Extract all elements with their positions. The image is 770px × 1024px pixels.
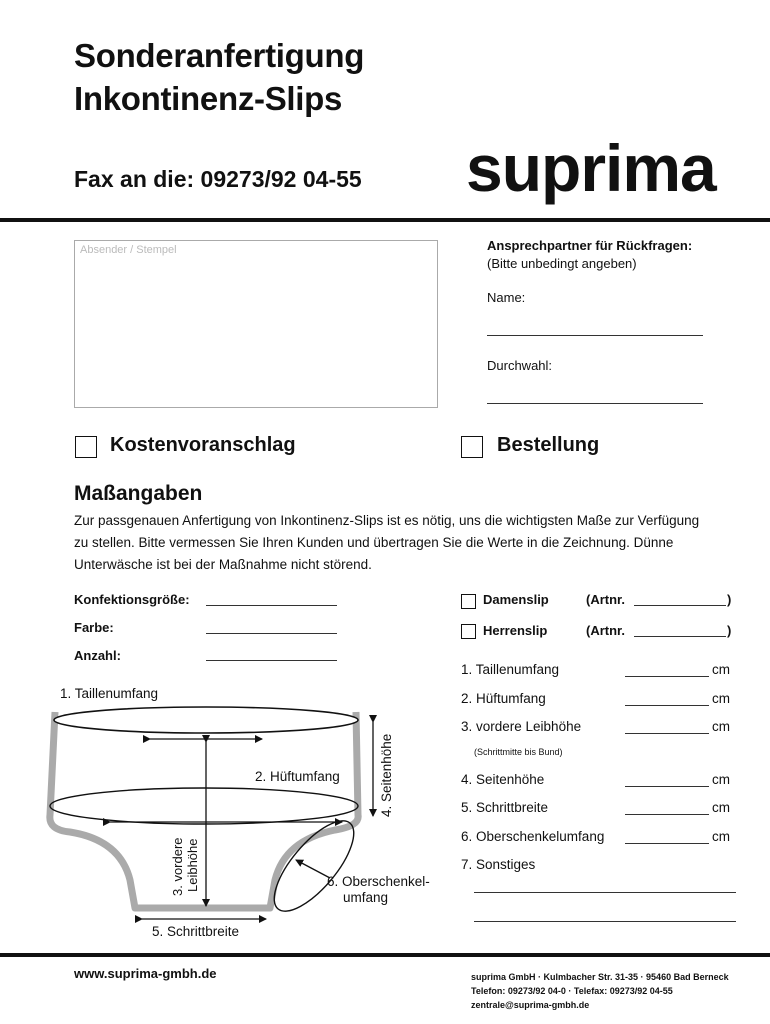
other-field-2[interactable] (474, 921, 736, 922)
crotch-field[interactable] (625, 814, 709, 815)
ladies-label: Damenslip (483, 592, 549, 607)
hip-unit: cm (712, 691, 730, 706)
title-line-2: Inkontinenz-Slips (74, 80, 343, 117)
thigh-field[interactable] (625, 843, 709, 844)
quote-checkbox[interactable] (75, 436, 97, 458)
ladies-artnr-field[interactable] (634, 605, 726, 606)
page-title (74, 34, 364, 120)
mens-artnr-field[interactable] (634, 636, 726, 637)
footer-phone-line: Telefon: 09273/92 04-0 · Telefax: 09273/92 04-55 (471, 986, 673, 996)
waist-unit: cm (712, 662, 730, 677)
other-label: 7. Sonstiges (461, 857, 536, 872)
footer-email-line[interactable]: zentrale@suprima-gmbh.de (471, 1000, 590, 1010)
order-checkbox[interactable] (461, 436, 483, 458)
title-line-1: Sonderanfertigung (74, 37, 365, 74)
front-height-unit: cm (712, 719, 730, 734)
briefs-outline (50, 712, 358, 908)
quantity-field[interactable] (206, 660, 337, 661)
contact-subheading: (Bitte unbedingt angeben) (487, 256, 637, 271)
front-height-diagram-label-1: 3. vordere (170, 837, 185, 896)
fax-number: Fax an die: 09273/92 04-55 (74, 166, 362, 192)
front-height-diagram-label-2: Leibhöhe (185, 838, 200, 892)
hip-field[interactable] (625, 705, 709, 706)
crotch-diagram-label: 5. Schrittbreite (152, 924, 240, 939)
hip-ellipse (50, 788, 358, 824)
front-height-note: (Schrittmitte bis Bund) (474, 747, 563, 757)
extension-label: Durchwahl: (487, 358, 553, 373)
mens-artnr-close: ) (727, 623, 732, 638)
hip-diagram-label: 2. Hüftumfang (255, 769, 340, 784)
quote-label: Kostenvoranschlag (110, 434, 296, 456)
color-field[interactable] (206, 633, 337, 634)
sender-stamp-field[interactable] (74, 240, 438, 408)
suprima-logo: suprima (466, 131, 716, 205)
quantity-label: Anzahl: (74, 648, 121, 663)
contact-heading: Ansprechpartner für Rückfragen: (487, 238, 693, 253)
side-height-field[interactable] (625, 786, 709, 787)
color-label: Farbe: (74, 620, 114, 635)
footer-website[interactable]: www.suprima-gmbh.de (74, 966, 217, 981)
order-label: Bestellung (497, 434, 600, 456)
thigh-item-label: 6. Oberschenkelumfang (461, 829, 605, 844)
crotch-unit: cm (712, 800, 730, 815)
waist-diagram-label: 1. Taillenumfang (60, 686, 159, 701)
ladies-artnr-close: ) (727, 592, 732, 607)
front-height-item-label: 3. vordere Leibhöhe (461, 719, 582, 734)
briefs-diagram (0, 680, 450, 940)
thigh-diagram-label-1: 6. Oberschenkel- (327, 874, 430, 889)
mens-artnr-label: (Artnr. (586, 623, 625, 638)
thigh-arrow (296, 860, 330, 878)
thigh-unit: cm (712, 829, 730, 844)
waist-ellipse (54, 707, 358, 733)
size-label: Konfektionsgröße: (74, 592, 190, 607)
mens-label: Herrenslip (483, 623, 548, 638)
mens-checkbox[interactable] (461, 624, 476, 639)
name-label: Name: (487, 290, 526, 305)
footer-divider (0, 953, 770, 957)
measurements-heading: Maßangaben (74, 482, 203, 505)
crotch-item-label: 5. Schrittbreite (461, 800, 549, 815)
thigh-diagram-label-2: umfang (343, 890, 389, 905)
waist-field[interactable] (625, 676, 709, 677)
ladies-artnr-label: (Artnr. (586, 592, 625, 607)
sender-placeholder: Absender / Stempel (80, 244, 177, 256)
waist-item-label: 1. Taillenumfang (461, 662, 560, 677)
front-height-field[interactable] (625, 733, 709, 734)
footer-address-line: suprima GmbH · Kulmbacher Str. 31-35 · 95460 Bad Berneck (471, 972, 729, 982)
hip-item-label: 2. Hüftumfang (461, 691, 546, 706)
ladies-checkbox[interactable] (461, 594, 476, 609)
extension-field[interactable] (487, 403, 703, 404)
size-field[interactable] (206, 605, 337, 606)
name-field[interactable] (487, 335, 703, 336)
header-divider (0, 218, 770, 222)
other-field-1[interactable] (474, 892, 736, 893)
measurements-intro: Zur passgenauen Anfertigung von Inkontinenz-Slips ist es nötig, uns die wichtigsten Maße zur Verfügung zu stellen. Bitte vermessen Sie Ihren Kunden und übertragen Sie die Werte in die Zeichnung. Dünne Unterwäsche ist bei der Maßnahme nicht störend. (74, 513, 700, 572)
side-height-item-label: 4. Seitenhöhe (461, 772, 545, 787)
footer-address (471, 970, 729, 1012)
side-height-unit: cm (712, 772, 730, 787)
side-height-diagram-label: 4. Seitenhöhe (379, 733, 394, 817)
